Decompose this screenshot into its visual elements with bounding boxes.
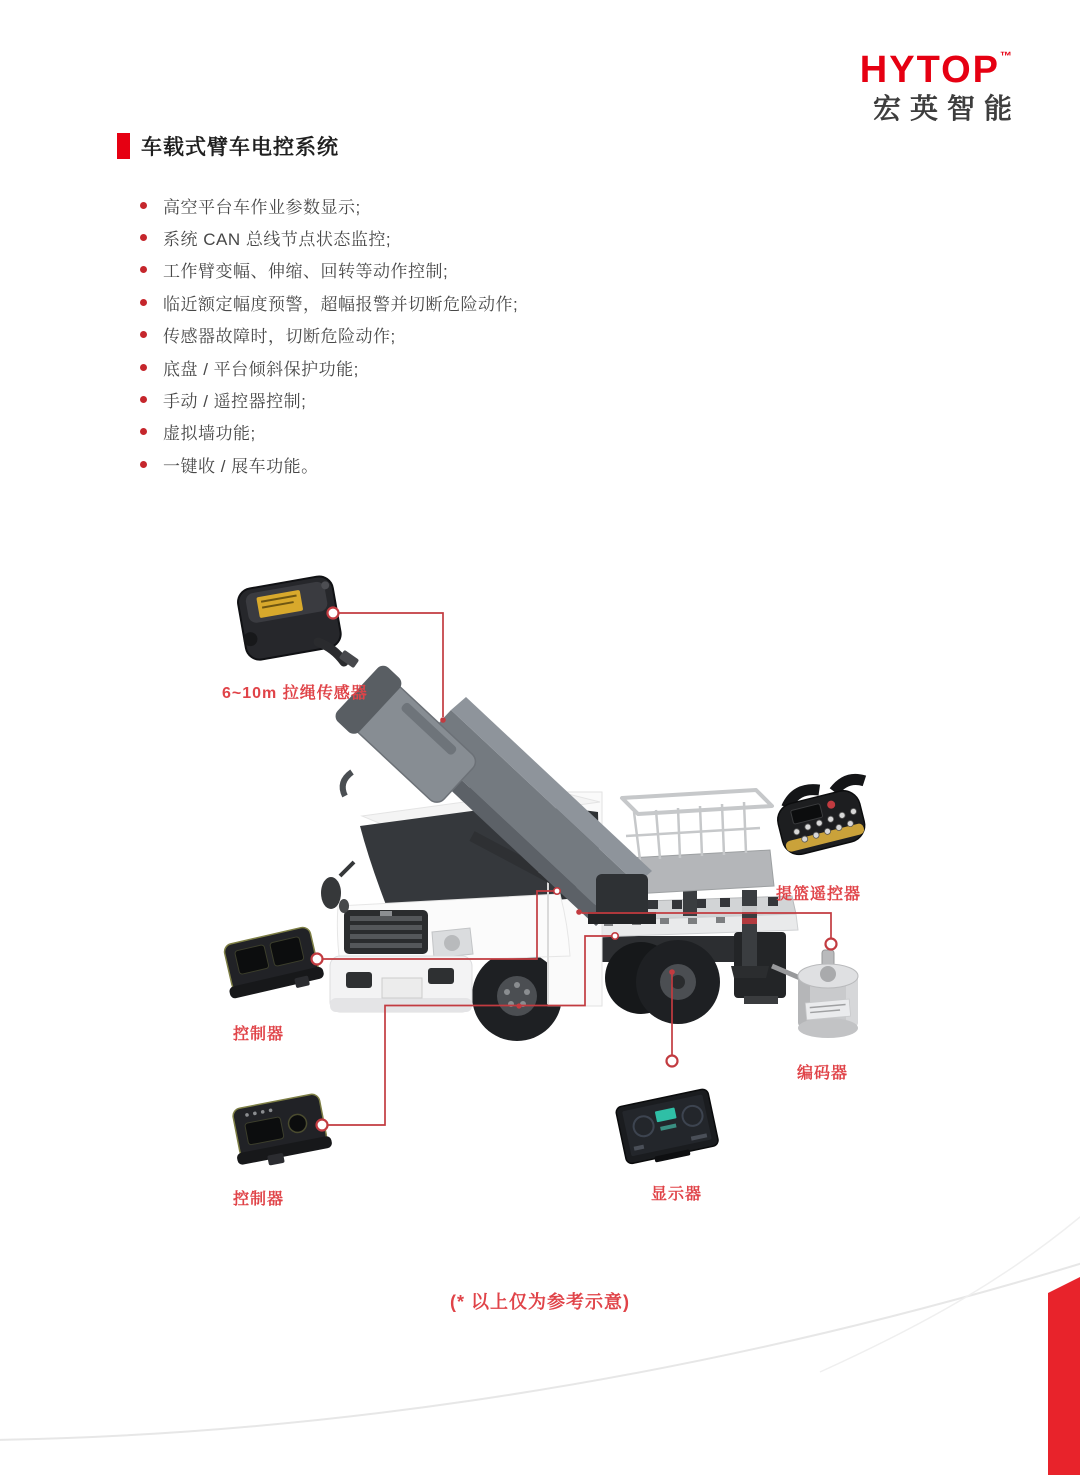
marker-ring-controller-bottom: [317, 1120, 328, 1131]
label-basket-remote: 提篮遥控器: [776, 886, 862, 903]
feature-item: 底盘 / 平台倾斜保护功能;: [140, 351, 518, 383]
display-image: [615, 1088, 720, 1168]
marker-dot-boom-tip: [440, 717, 446, 723]
label-controller-bottom: 控制器: [233, 1191, 285, 1208]
truck-illustration: [321, 662, 798, 1041]
feature-item: 手动 / 遥控器控制;: [140, 383, 518, 415]
label-controller-top: 控制器: [233, 1026, 285, 1043]
feature-item: 一键收 / 展车功能。: [140, 448, 518, 480]
feature-item: 高空平台车作业参数显示;: [140, 189, 518, 221]
brand-subtitle: 宏英智能: [872, 93, 1021, 124]
trademark-mark: ™: [1000, 49, 1012, 63]
basket-remote-image: [772, 776, 878, 858]
feature-item: 工作臂变幅、伸缩、回转等动作控制;: [140, 254, 518, 286]
marker-ring-boom-heel: [554, 888, 560, 894]
marker-ring-chassis: [612, 933, 618, 939]
marker-ring-controller-top: [312, 954, 323, 965]
marker-ring-rope-sensor: [328, 608, 339, 619]
feature-item: 临近额定幅度预警，超幅报警并切断危险动作;: [140, 286, 518, 318]
marker-dot-subframe: [576, 909, 582, 915]
marker-ring-encoder: [826, 939, 837, 950]
feature-item: 虚拟墙功能;: [140, 416, 518, 448]
page-title: 车载式臂车电控系统: [141, 136, 339, 159]
controller-top-image: [219, 925, 326, 1003]
feature-item: 系统 CAN 总线节点状态监控;: [140, 221, 518, 253]
label-encoder: 编码器: [797, 1065, 849, 1082]
brand-text: HYTOP: [859, 49, 1000, 91]
marker-ring-display: [667, 1056, 678, 1067]
corner-decoration: [0, 1212, 1080, 1475]
rope-sensor-cable: [318, 642, 344, 662]
label-rope-sensor: 6~10m 拉绳传感器: [222, 685, 368, 702]
marker-dot-underbody: [669, 969, 675, 975]
reference-note: (* 以上仅为参考示意): [450, 1292, 630, 1312]
feature-item: 传感器故障时，切断危险动作;: [140, 319, 518, 351]
marker-dot-front-wheel: [516, 1003, 521, 1008]
controller-bottom-image: [228, 1092, 334, 1171]
label-display: 显示器: [651, 1186, 703, 1203]
